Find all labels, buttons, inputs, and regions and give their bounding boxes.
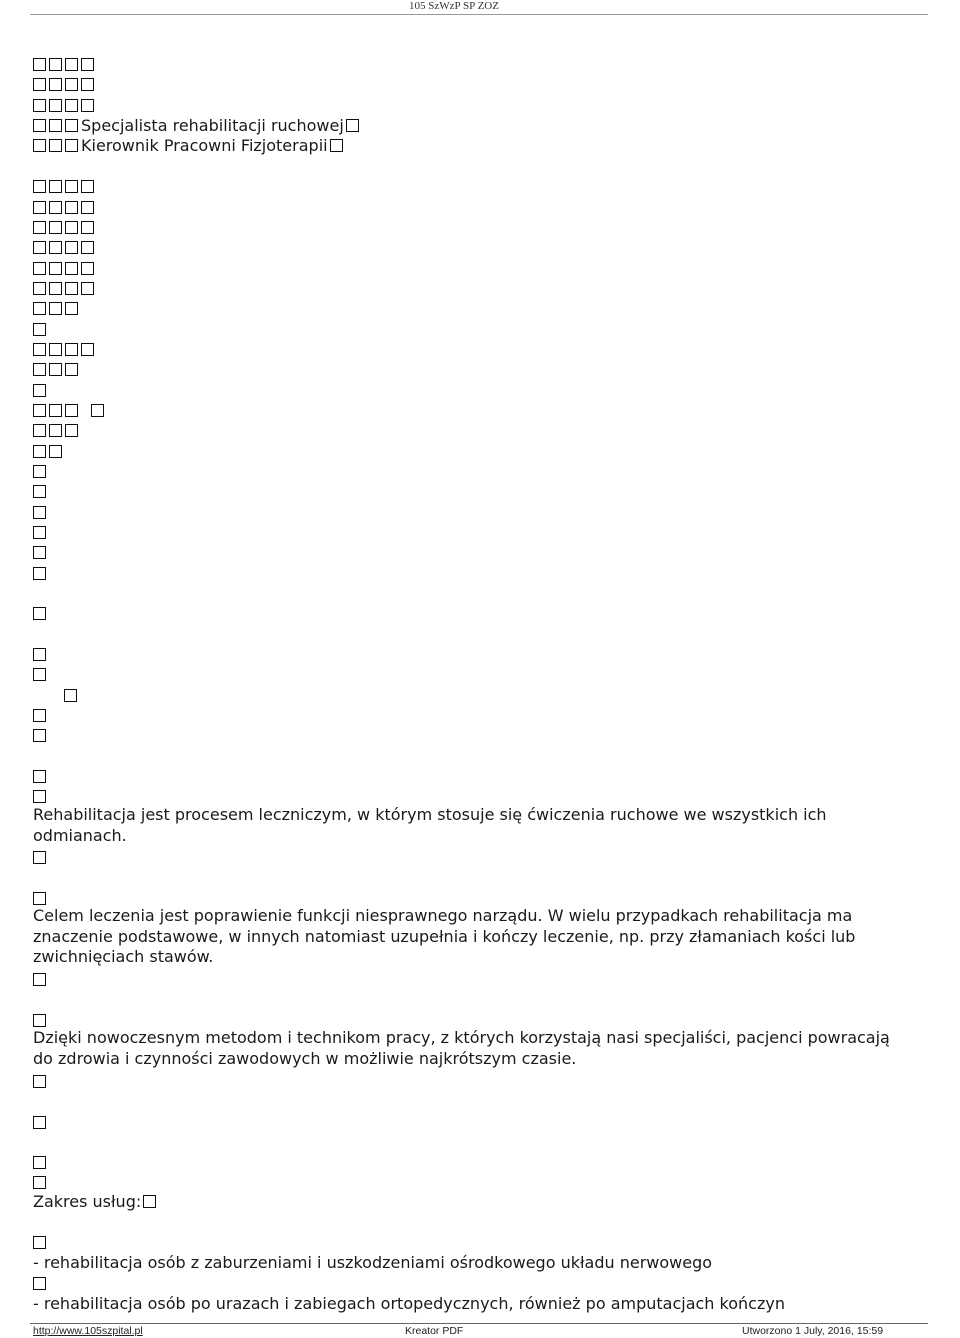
glyph-line bbox=[33, 1072, 49, 1092]
missing-glyph-icon bbox=[33, 323, 46, 336]
missing-glyph-icon bbox=[33, 99, 46, 112]
missing-glyph-icon bbox=[33, 567, 46, 580]
glyph-line bbox=[33, 1173, 49, 1193]
missing-glyph-icon bbox=[33, 607, 46, 620]
missing-glyph-icon bbox=[33, 546, 46, 559]
missing-glyph-icon bbox=[81, 241, 94, 254]
missing-glyph-icon bbox=[65, 262, 78, 275]
missing-glyph-icon bbox=[49, 363, 62, 376]
services-heading: Zakres usług: bbox=[33, 1192, 142, 1211]
glyph-line bbox=[33, 970, 49, 990]
missing-glyph-icon bbox=[81, 58, 94, 71]
missing-glyph-icon bbox=[65, 58, 78, 71]
missing-glyph-icon bbox=[65, 99, 78, 112]
staff-title: Specjalista rehabilitacji ruchowej bbox=[81, 116, 344, 135]
missing-glyph-icon bbox=[33, 262, 46, 275]
glyph-line bbox=[33, 340, 97, 360]
missing-glyph-icon bbox=[33, 445, 46, 458]
missing-glyph-icon bbox=[65, 201, 78, 214]
missing-glyph-icon bbox=[49, 424, 62, 437]
missing-glyph-icon bbox=[33, 201, 46, 214]
missing-glyph-icon bbox=[65, 241, 78, 254]
missing-glyph-icon bbox=[81, 201, 94, 214]
missing-glyph-icon bbox=[65, 78, 78, 91]
missing-glyph-icon bbox=[33, 363, 46, 376]
glyph-line bbox=[33, 726, 49, 746]
footer-divider bbox=[30, 1323, 928, 1324]
missing-glyph-icon bbox=[65, 221, 78, 234]
missing-glyph-icon bbox=[346, 119, 359, 132]
glyph-line bbox=[33, 1233, 49, 1253]
missing-glyph-icon bbox=[81, 262, 94, 275]
glyph-line bbox=[33, 604, 49, 624]
missing-glyph-icon bbox=[33, 384, 46, 397]
missing-glyph-icon bbox=[33, 709, 46, 722]
glyph-line bbox=[33, 442, 65, 462]
paragraph-intro: Rehabilitacja jest procesem leczniczym, w którym stosuje się ćwiczenia ruchowe we wszystkich ich odmianach. bbox=[33, 805, 827, 845]
missing-glyph-icon bbox=[65, 180, 78, 193]
glyph-line bbox=[33, 645, 49, 665]
missing-glyph-icon bbox=[81, 180, 94, 193]
missing-glyph-icon bbox=[33, 119, 46, 132]
missing-glyph-icon bbox=[143, 1195, 156, 1208]
missing-glyph-icon bbox=[49, 119, 62, 132]
glyph-line bbox=[33, 1274, 49, 1294]
missing-glyph-icon bbox=[65, 119, 78, 132]
glyph-line bbox=[33, 462, 49, 482]
missing-glyph-icon bbox=[33, 343, 46, 356]
missing-glyph-icon bbox=[33, 851, 46, 864]
missing-glyph-icon bbox=[33, 1116, 46, 1129]
glyph-line bbox=[33, 401, 107, 421]
missing-glyph-icon bbox=[65, 282, 78, 295]
missing-glyph-icon bbox=[33, 221, 46, 234]
missing-glyph-icon bbox=[65, 139, 78, 152]
missing-glyph-icon bbox=[49, 241, 62, 254]
glyph-line bbox=[33, 787, 49, 807]
missing-glyph-icon bbox=[33, 506, 46, 519]
missing-glyph-icon bbox=[81, 78, 94, 91]
missing-glyph-icon bbox=[33, 58, 46, 71]
glyph-line bbox=[33, 279, 97, 299]
missing-glyph-icon bbox=[33, 465, 46, 478]
service-item: - rehabilitacja osób z zaburzeniami i uszkodzeniami ośrodkowego układu nerwowego bbox=[33, 1253, 713, 1272]
missing-glyph-icon bbox=[33, 648, 46, 661]
services-heading-line bbox=[33, 1192, 156, 1212]
missing-glyph-icon bbox=[330, 139, 343, 152]
missing-glyph-icon bbox=[33, 1075, 46, 1088]
footer-created: Utworzono 1 July, 2016, 15:59 bbox=[742, 1325, 884, 1337]
glyph-line bbox=[33, 665, 49, 685]
glyph-line bbox=[33, 523, 49, 543]
paragraph-methods: Dzięki nowoczesnym metodom i technikom pracy, z których korzystają nasi specjaliści, pacjenci powracają do zdrowia i czynności zawodowych w możliwie najkrótszym czasie. bbox=[33, 1028, 890, 1068]
glyph-line bbox=[33, 238, 97, 258]
glyph-line bbox=[64, 686, 80, 706]
glyph-line bbox=[33, 55, 97, 75]
glyph-line bbox=[33, 543, 49, 563]
missing-glyph-icon bbox=[33, 241, 46, 254]
glyph-line bbox=[33, 848, 49, 868]
glyph-line bbox=[33, 116, 359, 136]
missing-glyph-icon bbox=[33, 770, 46, 783]
missing-glyph-icon bbox=[33, 668, 46, 681]
glyph-line bbox=[33, 75, 97, 95]
missing-glyph-icon bbox=[49, 99, 62, 112]
missing-glyph-icon bbox=[33, 78, 46, 91]
missing-glyph-icon bbox=[33, 1277, 46, 1290]
staff-title: Kierownik Pracowni Fizjoterapii bbox=[81, 136, 328, 155]
missing-glyph-icon bbox=[49, 180, 62, 193]
glyph-line bbox=[33, 482, 49, 502]
glyph-line bbox=[33, 136, 343, 156]
missing-glyph-icon bbox=[33, 1156, 46, 1169]
glyph-line bbox=[33, 503, 49, 523]
glyph-line bbox=[33, 177, 97, 197]
missing-glyph-icon bbox=[33, 485, 46, 498]
missing-glyph-icon bbox=[33, 282, 46, 295]
missing-glyph-icon bbox=[49, 201, 62, 214]
glyph-line bbox=[33, 259, 97, 279]
missing-glyph-icon bbox=[65, 363, 78, 376]
missing-glyph-icon bbox=[49, 78, 62, 91]
missing-glyph-icon bbox=[33, 973, 46, 986]
missing-glyph-icon bbox=[33, 1014, 46, 1027]
missing-glyph-icon bbox=[49, 302, 62, 315]
glyph-line bbox=[33, 360, 81, 380]
missing-glyph-icon bbox=[65, 404, 78, 417]
missing-glyph-icon bbox=[33, 424, 46, 437]
missing-glyph-icon bbox=[33, 404, 46, 417]
service-item: - rehabilitacja osób po urazach i zabiegach ortopedycznych, również po amputacjach kończyn bbox=[33, 1294, 785, 1313]
missing-glyph-icon bbox=[49, 445, 62, 458]
missing-glyph-icon bbox=[64, 689, 77, 702]
missing-glyph-icon bbox=[65, 343, 78, 356]
missing-glyph-icon bbox=[49, 343, 62, 356]
glyph-line bbox=[33, 96, 97, 116]
glyph-line bbox=[33, 1153, 49, 1173]
glyph-line bbox=[33, 299, 81, 319]
glyph-line bbox=[33, 320, 49, 340]
missing-glyph-icon bbox=[33, 1236, 46, 1249]
missing-glyph-icon bbox=[65, 424, 78, 437]
missing-glyph-icon bbox=[81, 99, 94, 112]
footer-url-link[interactable]: http://www.105szpital.pl bbox=[33, 1325, 143, 1337]
missing-glyph-icon bbox=[33, 302, 46, 315]
missing-glyph-icon bbox=[49, 404, 62, 417]
missing-glyph-icon bbox=[91, 404, 104, 417]
glyph-line bbox=[33, 421, 81, 441]
glyph-line bbox=[33, 706, 49, 726]
glyph-line bbox=[33, 381, 49, 401]
glyph-line bbox=[33, 198, 97, 218]
missing-glyph-icon bbox=[33, 1176, 46, 1189]
footer-generator: Kreator PDF bbox=[405, 1325, 464, 1337]
missing-glyph-icon bbox=[33, 526, 46, 539]
missing-glyph-icon bbox=[49, 221, 62, 234]
missing-glyph-icon bbox=[49, 282, 62, 295]
missing-glyph-icon bbox=[49, 139, 62, 152]
paragraph-goal: Celem leczenia jest poprawienie funkcji niesprawnego narządu. W wielu przypadkach rehabilitacja ma znaczenie podstawowe, w innych natomiast uzupełnia i kończy leczenie, np. przy złamaniach kości lub zwichnięciach stawów. bbox=[33, 906, 856, 966]
missing-glyph-icon bbox=[49, 262, 62, 275]
header-divider bbox=[30, 14, 928, 15]
missing-glyph-icon bbox=[33, 892, 46, 905]
missing-glyph-icon bbox=[33, 139, 46, 152]
missing-glyph-icon bbox=[49, 58, 62, 71]
missing-glyph-icon bbox=[81, 282, 94, 295]
missing-glyph-icon bbox=[65, 302, 78, 315]
glyph-line bbox=[33, 767, 49, 787]
header-title: 105 SzWzP SP ZOZ bbox=[409, 0, 499, 12]
glyph-line bbox=[33, 1113, 49, 1133]
glyph-line bbox=[33, 218, 97, 238]
missing-glyph-icon bbox=[81, 221, 94, 234]
glyph-line bbox=[33, 564, 49, 584]
missing-glyph-icon bbox=[81, 343, 94, 356]
missing-glyph-icon bbox=[33, 729, 46, 742]
missing-glyph-icon bbox=[33, 180, 46, 193]
missing-glyph-icon bbox=[33, 790, 46, 803]
